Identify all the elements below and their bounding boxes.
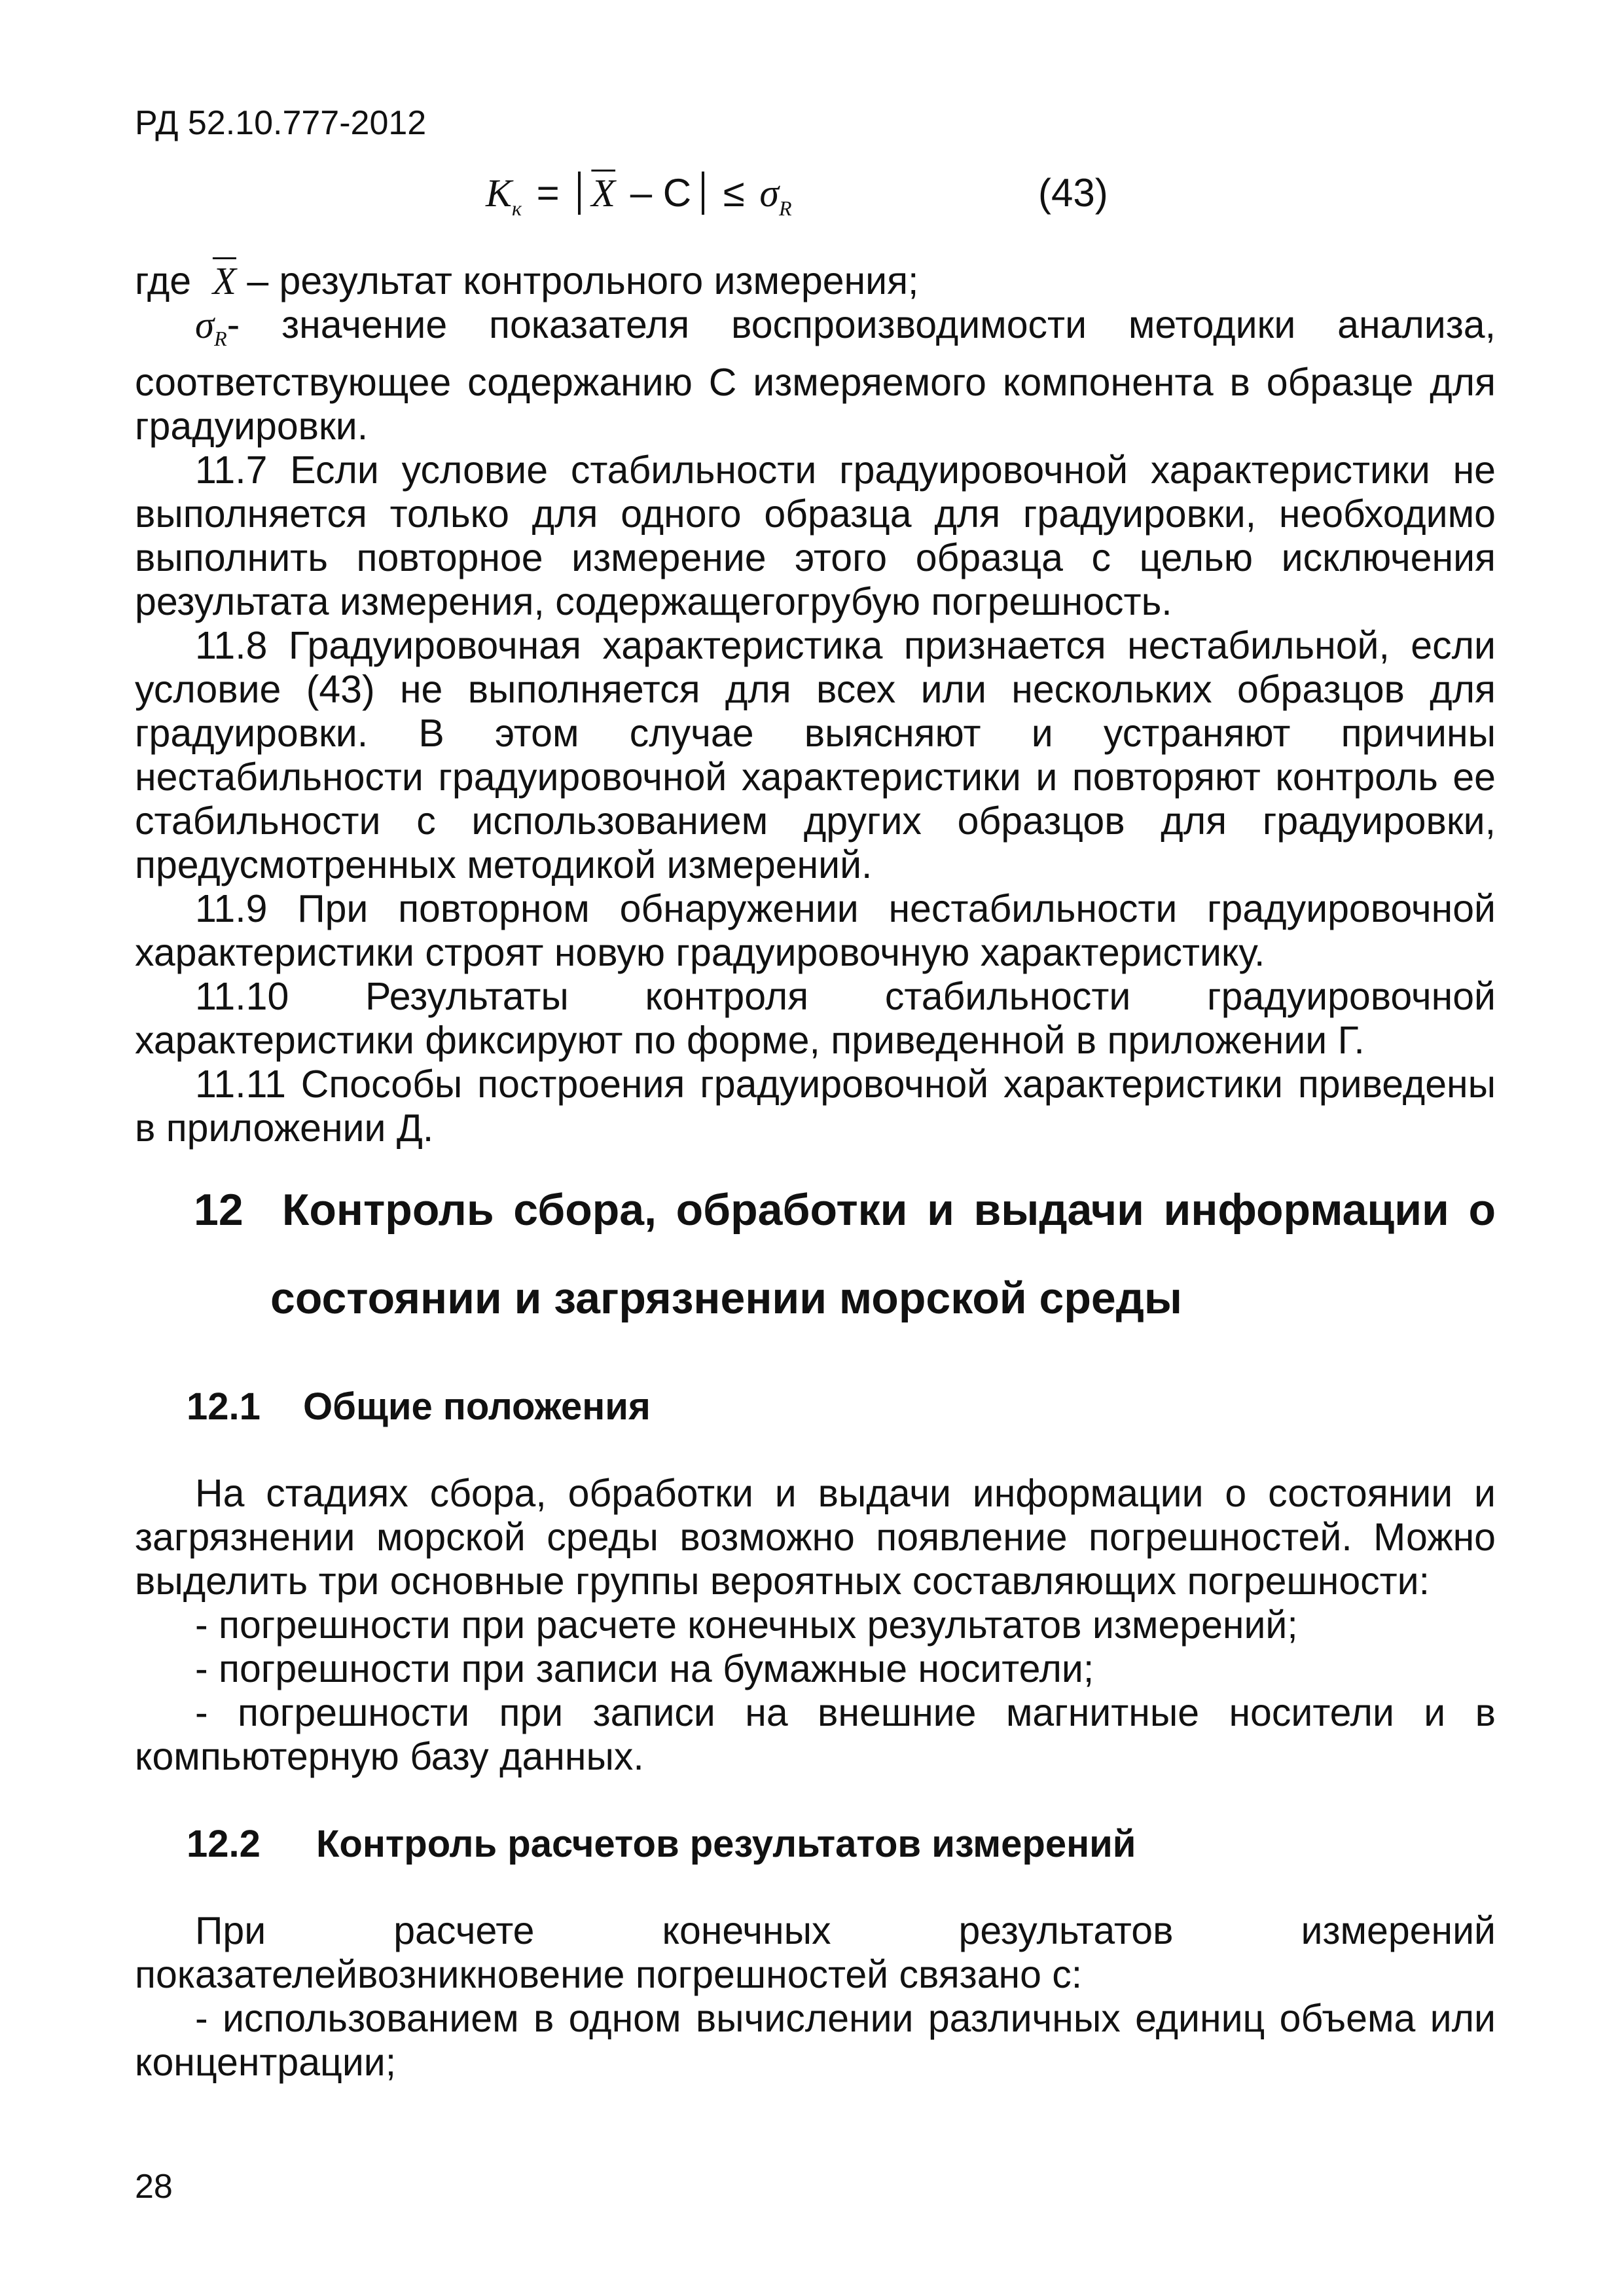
- where-x-symbol: $\overline{X}$: [212, 259, 236, 302]
- list-item: - использованием в одном вычислении различных единиц объема или концентрации;: [135, 1997, 1496, 2084]
- formula-sigma: σ: [759, 172, 779, 215]
- section-12-title-line2: состоянии и загрязнении морской среды: [270, 1273, 1182, 1323]
- where-sigma-subscript: R: [214, 327, 227, 350]
- document-header: РД 52.10.777-2012: [135, 104, 427, 142]
- formula-le: ≤: [723, 171, 745, 215]
- section-12-number: 12: [194, 1185, 244, 1235]
- subsection-12-1-title: Общие положения: [303, 1385, 651, 1428]
- where-x-line: [135, 259, 1496, 303]
- subsection-12-2-number: 12.2: [187, 1823, 261, 1865]
- list-item: - погрешности при расчете конечных результатов измерений;: [195, 1603, 1298, 1647]
- document-body: [135, 259, 1496, 2085]
- subsection-12-2-intro: При расчете конечных результатов измерений показателейвозникновение погрешностей связано с:: [135, 1909, 1496, 1996]
- paragraph-11-8: 11.8 Градуировочная характеристика признается нестабильной, если условие (43) не выполняется для всех или нескольких образцов для градуировки. В этом случае выясняют и устраняют причины нестабильности градуировочной характеристики и повторяют контроль ее стабильности с использованием других образцов для градуировки, предусмотренных методикой измерений.: [135, 624, 1496, 886]
- formula-minus-c: – C: [630, 171, 692, 215]
- where-sigma-text: - значение показателя воспроизводимости методики анализа, соответствующее содержанию C измеряемого компонента в образце для градуировки.: [135, 303, 1496, 448]
- subsection-12-2-heading: [135, 1822, 1496, 1866]
- formula-x-mean: $\overline{X}$: [591, 172, 616, 215]
- subsection-12-2-title: Контроль расчетов результатов измерений: [316, 1823, 1136, 1865]
- section-12-heading: [135, 1166, 1496, 1343]
- section-12-title-line1: 12 Контроль сбора, обработки и выдачи информации о: [194, 1185, 1496, 1235]
- formula-lhs-subscript: к: [512, 196, 522, 220]
- subsection-12-1-intro: На стадиях сбора, обработки и выдачи информации о состоянии и загрязнении морской среды возможно появление погрешностей. Можно выделить три основные группы вероятных составляющих погрешности:: [135, 1472, 1496, 1603]
- paragraph-11-9: 11.9 При повторном обнаружении нестабильности градуировочной характеристики строят новую градуировочную характеристику.: [135, 887, 1496, 974]
- paragraph-11-10: 11.10 Результаты контроля стабильности градуировочной характеристики фиксируют по форме, приведенной в приложении Г.: [135, 975, 1496, 1062]
- subsection-12-1-heading: [135, 1385, 1496, 1429]
- formula-lhs: K: [486, 172, 513, 215]
- formula-equals: =: [536, 171, 560, 215]
- list-item: - погрешности при записи на внешние магнитные носители и в компьютерную базу данных.: [135, 1691, 1496, 1778]
- where-x-text: – результат контрольного измерения;: [236, 259, 919, 302]
- paragraph-11-11: 11.11 Способы построения градуировочной характеристики приведены в приложении Д.: [135, 1063, 1496, 1150]
- paragraph-11-7: 11.7 Если условие стабильности градуировочной характеристики не выполняется только для одного образца для градуировки, необходимо выполнить повторное измерение этого образца с целью исключения результата измерения, содержащегогрубую погрешность.: [135, 448, 1496, 623]
- subsection-12-1-number: 12.1: [187, 1385, 261, 1428]
- page-number: 28: [135, 2168, 173, 2206]
- where-sigma-symbol: σ: [195, 303, 215, 346]
- where-sigma-line: [135, 303, 1496, 448]
- formula-absolute-value: [578, 172, 704, 215]
- formula-sigma-subscript: R: [778, 196, 792, 220]
- where-lead: где: [135, 259, 192, 302]
- formula-number: (43): [1038, 171, 1108, 215]
- formula-43: [486, 165, 792, 221]
- list-item: - погрешности при записи на бумажные носители;: [195, 1647, 1094, 1690]
